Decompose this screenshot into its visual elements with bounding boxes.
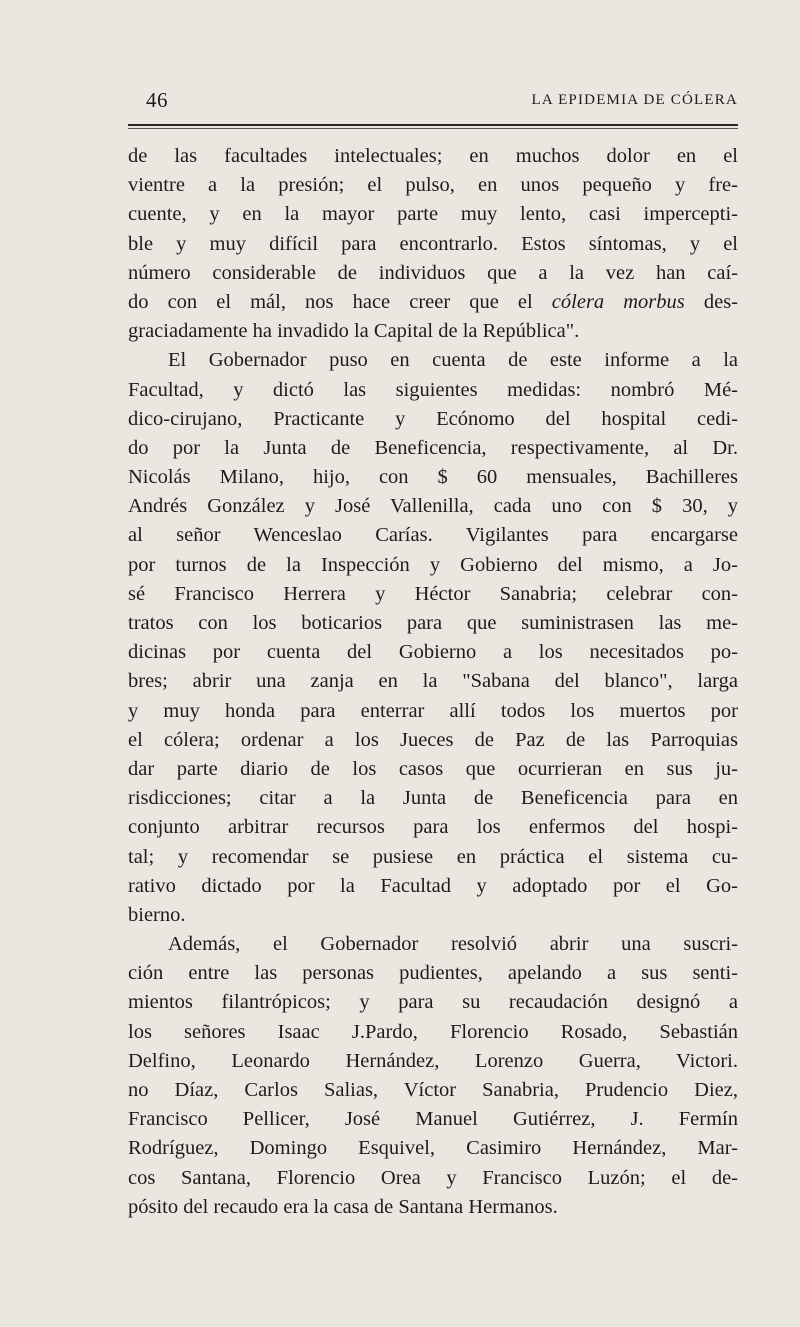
text-line: cos Santana, Florencio Orea y Francisco Luzón; el de- bbox=[128, 1166, 738, 1189]
text-line: risdicciones; citar a la Junta de Beneficencia para en bbox=[128, 787, 738, 810]
text-line-mixed bbox=[128, 288, 738, 317]
text-line: dicinas por cuenta del Gobierno a los necesitados po- bbox=[128, 641, 738, 664]
text-line: no Díaz, Carlos Salias, Víctor Sanabria, Prudencio Diez, bbox=[128, 1079, 738, 1101]
header-rule-thin bbox=[128, 128, 738, 129]
paragraph-2 bbox=[128, 346, 738, 930]
text-line: Andrés González y José Vallenilla, cada uno con $ 30, y bbox=[128, 495, 738, 518]
text-line: Facultad, y dictó las siguientes medidas: nombró Mé- bbox=[128, 378, 738, 401]
text-line: Además, el Gobernador resolvió abrir una suscri- bbox=[168, 933, 738, 956]
text-line: conjunto arbitrar recursos para los enfermos del hospi- bbox=[128, 816, 738, 839]
text-line: do por la Junta de Beneficencia, respectivamente, al Dr. bbox=[128, 436, 738, 459]
text-line: tal; y recomendar se pusiese en práctica el sistema cu- bbox=[128, 845, 738, 868]
text-line: rativo dictado por la Facultad y adoptado por el Go- bbox=[128, 874, 738, 897]
text-line: vientre a la presión; el pulso, en unos pequeño y fre- bbox=[128, 174, 738, 197]
text-line: Nicolás Milano, hijo, con $ 60 mensuales, Bachilleres bbox=[128, 466, 738, 489]
paragraph-3 bbox=[128, 930, 738, 1222]
text-line: sé Francisco Herrera y Héctor Sanabria; celebrar con- bbox=[128, 582, 738, 605]
text-line: de las facultades intelectuales; en muchos dolor en el bbox=[128, 145, 738, 167]
text-line: El Gobernador puso en cuenta de este informe a la bbox=[168, 349, 738, 372]
text-line: bierno. bbox=[128, 903, 186, 926]
text-line: dar parte diario de los casos que ocurrieran en sus ju- bbox=[128, 757, 738, 780]
text-line: número considerable de individuos que a la vez han caí- bbox=[128, 261, 738, 284]
text-segment: do con el mál, nos hace creer que el bbox=[128, 290, 533, 313]
paragraph-1 bbox=[128, 142, 738, 346]
header-rule bbox=[128, 124, 738, 126]
text-line: el cólera; ordenar a los Jueces de Paz de las Parroquias bbox=[128, 728, 738, 751]
text-segment: des- bbox=[703, 290, 738, 313]
text-line: ble y muy difícil para encontrarlo. Estos síntomas, y el bbox=[128, 232, 738, 255]
text-line: Rodríguez, Domingo Esquivel, Casimiro Hernández, Mar- bbox=[128, 1137, 738, 1160]
text-line: bres; abrir una zanja en la "Sabana del blanco", larga bbox=[128, 670, 738, 693]
text-line: mientos filantrópicos; y para su recaudación designó a bbox=[128, 991, 738, 1014]
text-line: cuente, y en la mayor parte muy lento, casi impercepti- bbox=[128, 203, 738, 226]
text-line: ción entre las personas pudientes, apelando a sus senti- bbox=[128, 962, 738, 985]
text-line: Francisco Pellicer, José Manuel Gutiérrez, J. Fermín bbox=[128, 1108, 738, 1131]
text-line: graciadamente ha invadido la Capital de la República". bbox=[128, 320, 580, 343]
text-line: y muy honda para enterrar allí todos los muertos por bbox=[128, 699, 738, 722]
italic-term: cólera morbus bbox=[551, 290, 685, 313]
text-line: los señores Isaac J.Pardo, Florencio Rosado, Sebastián bbox=[128, 1020, 738, 1043]
running-title: LA EPIDEMIA DE CÓLERA bbox=[531, 92, 738, 108]
page-number: 46 bbox=[146, 88, 168, 112]
text-line: por turnos de la Inspección y Gobierno del mismo, a Jo- bbox=[128, 553, 738, 576]
body-text bbox=[128, 142, 738, 1222]
text-line: dico-cirujano, Practicante y Ecónomo del hospital cedi- bbox=[128, 407, 738, 430]
running-header bbox=[128, 86, 738, 116]
text-line: pósito del recaudo era la casa de Santana Hermanos. bbox=[128, 1195, 558, 1218]
text-line: al señor Wenceslao Carías. Vigilantes para encargarse bbox=[128, 524, 738, 547]
text-line: Delfino, Leonardo Hernández, Lorenzo Guerra, Victori. bbox=[128, 1049, 738, 1072]
text-line: tratos con los boticarios para que suministrasen las me- bbox=[128, 612, 738, 634]
